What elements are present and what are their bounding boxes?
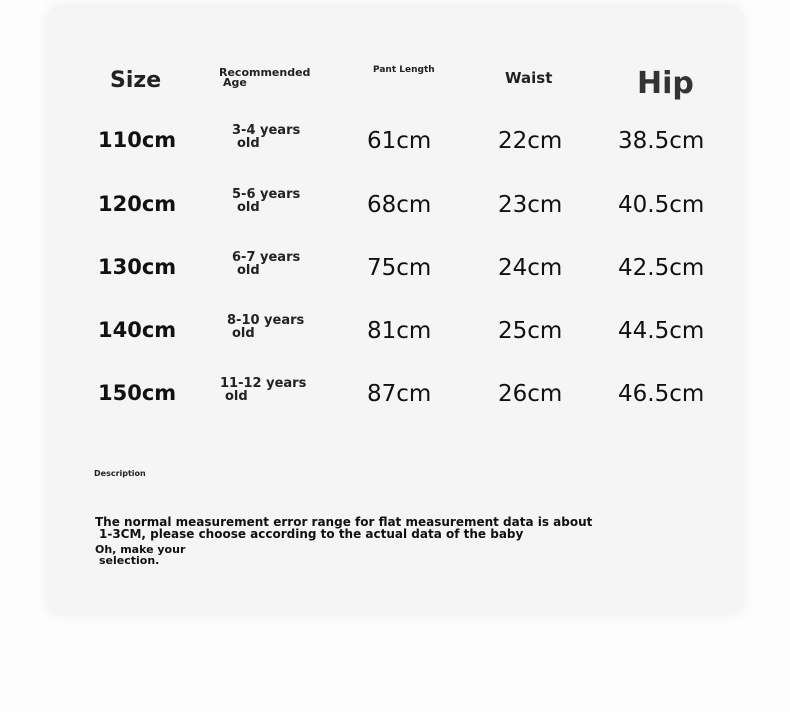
age-range: 5-6 years — [232, 187, 301, 202]
size-cell: 120cm — [98, 192, 177, 216]
age-range: 11-12 years — [220, 376, 307, 391]
header-hip: Hip — [637, 66, 694, 101]
age-suffix: old — [237, 136, 260, 151]
description-line-2: 1-3CM, please choose according to the actual data of the baby — [99, 527, 524, 541]
table-row — [0, 375, 790, 415]
age-cell — [232, 124, 300, 150]
age-suffix: old — [237, 200, 260, 215]
description-title: Description — [94, 469, 146, 478]
hip-cell: 40.5cm — [618, 192, 705, 218]
age-suffix: old — [237, 263, 260, 278]
size-cell: 110cm — [98, 128, 177, 152]
table-row — [0, 122, 790, 162]
hip-cell: 38.5cm — [618, 128, 705, 154]
description-line-3: Oh, make your — [95, 543, 186, 556]
size-cell: 130cm — [98, 255, 177, 279]
table-row — [0, 186, 790, 226]
header-age — [219, 68, 310, 88]
header-age-line2: Age — [223, 76, 247, 89]
pant-length-cell: 87cm — [367, 381, 432, 407]
description-line-1: The normal measurement error range for flat measurement data is about — [95, 515, 593, 529]
hip-cell: 46.5cm — [618, 381, 705, 407]
pant-length-cell: 75cm — [367, 255, 432, 281]
pant-length-cell: 81cm — [367, 318, 432, 344]
waist-cell: 24cm — [498, 255, 563, 281]
hip-cell: 44.5cm — [618, 318, 705, 344]
size-cell: 150cm — [98, 381, 177, 405]
age-cell — [232, 188, 300, 214]
size-cell: 140cm — [98, 318, 177, 342]
age-cell — [232, 251, 300, 277]
age-range: 6-7 years — [232, 250, 301, 265]
header-size: Size — [110, 68, 162, 93]
waist-cell: 23cm — [498, 192, 563, 218]
table-row — [0, 312, 790, 352]
waist-cell: 26cm — [498, 381, 563, 407]
age-suffix: old — [225, 389, 248, 404]
description-text — [95, 516, 615, 540]
waist-cell: 25cm — [498, 318, 563, 344]
header-waist: Waist — [505, 69, 553, 87]
age-cell — [227, 314, 304, 340]
hip-cell: 42.5cm — [618, 255, 705, 281]
waist-cell: 22cm — [498, 128, 563, 154]
description-ending — [95, 544, 185, 566]
age-range: 3-4 years — [232, 123, 301, 138]
description-line-4: selection. — [99, 554, 160, 567]
pant-length-cell: 61cm — [367, 128, 432, 154]
header-age-line1: Recommended — [219, 66, 311, 79]
pant-length-cell: 68cm — [367, 192, 432, 218]
header-pant-length: Pant Length — [373, 65, 435, 75]
age-range: 8-10 years — [227, 313, 305, 328]
table-row — [0, 249, 790, 289]
age-suffix: old — [232, 326, 255, 341]
age-cell — [220, 377, 306, 403]
